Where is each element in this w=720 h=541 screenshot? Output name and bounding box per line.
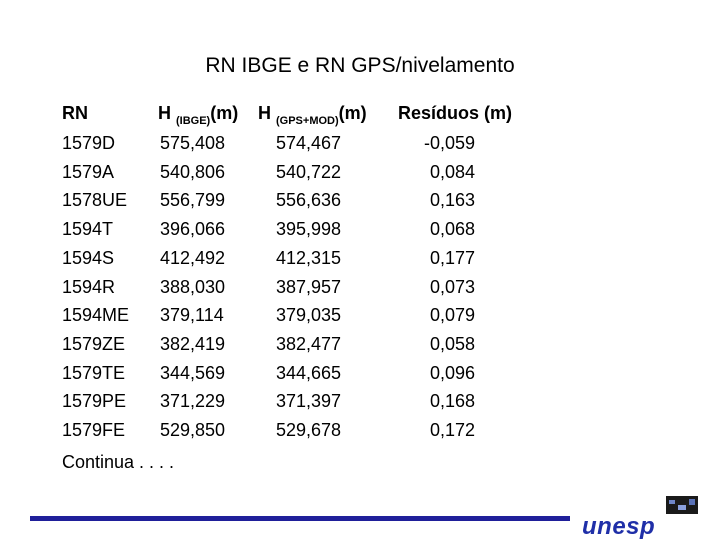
cell-residuo: 0,177 <box>429 247 475 268</box>
header-residuos: Resíduos (m) <box>398 103 513 123</box>
cell-h-gps: 574,467 <box>276 133 342 153</box>
cell-rn: 1579FE <box>62 420 126 440</box>
footer-bar <box>30 516 570 521</box>
cell-h-ibge: 575,408 <box>160 133 226 153</box>
cell-h-gps: 556,636 <box>276 190 342 211</box>
cell-h-gps: 412,315 <box>276 247 342 268</box>
cell-rn: 1579D <box>62 133 116 153</box>
cell-h-ibge: 388,030 <box>160 276 226 297</box>
cell-residuo: 0,058 <box>429 333 475 354</box>
header-h-gps <box>258 103 367 127</box>
cell-h-ibge: 371,229 <box>160 391 226 412</box>
cell-h-gps: 529,678 <box>276 420 342 440</box>
cell-rn: 1579TE <box>62 362 126 383</box>
header-h-gps-sub: (GPS+MOD) <box>276 115 339 127</box>
cell-h-gps: 395,998 <box>276 219 342 240</box>
cell-h-ibge: 396,066 <box>160 219 226 240</box>
cell-residuo: 0,096 <box>429 362 475 383</box>
cell-residuo: 0,163 <box>429 190 475 211</box>
cell-h-ibge: 529,850 <box>160 420 226 440</box>
continua-text: Continua . . . . <box>62 452 175 472</box>
unesp-logo: unesp <box>582 513 656 540</box>
cell-rn: 1579PE <box>62 391 127 412</box>
header-h-ibge-sub: (IBGE) <box>176 115 211 127</box>
cell-rn: 1579ZE <box>62 333 126 354</box>
cell-residuo: 0,168 <box>429 391 475 412</box>
header-h-gps-main: H <box>258 103 276 123</box>
cell-h-ibge: 540,806 <box>160 161 226 182</box>
cell-h-gps: 379,035 <box>276 305 342 326</box>
cell-h-gps: 382,477 <box>276 333 342 354</box>
slide-title: RN IBGE e RN GPS/nivelamento <box>205 54 515 77</box>
header-h-ibge-unit: (m) <box>210 103 239 123</box>
unesp-emblem-icon <box>666 496 698 514</box>
cell-rn: 1594T <box>62 219 114 240</box>
header-h-gps-unit: (m) <box>338 103 367 123</box>
cell-rn: 1594R <box>62 276 116 297</box>
cell-h-gps: 540,722 <box>276 161 342 182</box>
header-h-ibge <box>158 103 238 127</box>
cell-h-gps: 371,397 <box>276 391 342 412</box>
cell-residuo: 0,079 <box>429 305 475 326</box>
cell-h-ibge: 412,492 <box>160 247 226 268</box>
cell-residuo: 0,073 <box>429 276 475 297</box>
cell-h-ibge: 556,799 <box>160 190 226 211</box>
cell-h-gps: 387,957 <box>276 276 342 297</box>
header-h-ibge-main: H <box>158 103 176 123</box>
cell-residuo: 0,172 <box>429 420 475 440</box>
cell-h-ibge: 344,569 <box>160 362 226 383</box>
header-rn: RN <box>62 103 88 123</box>
cell-residuo: 0,068 <box>429 219 475 240</box>
cell-rn: 1578UE <box>62 190 128 211</box>
cell-rn: 1594S <box>62 247 115 268</box>
cell-h-gps: 344,665 <box>276 362 342 383</box>
cell-residuo: 0,084 <box>429 161 475 182</box>
cell-rn: 1579A <box>62 161 115 182</box>
cell-residuo: -0,059 <box>423 133 475 153</box>
cell-rn: 1594ME <box>62 305 130 326</box>
cell-h-ibge: 379,114 <box>160 305 224 326</box>
cell-h-ibge: 382,419 <box>160 333 226 354</box>
